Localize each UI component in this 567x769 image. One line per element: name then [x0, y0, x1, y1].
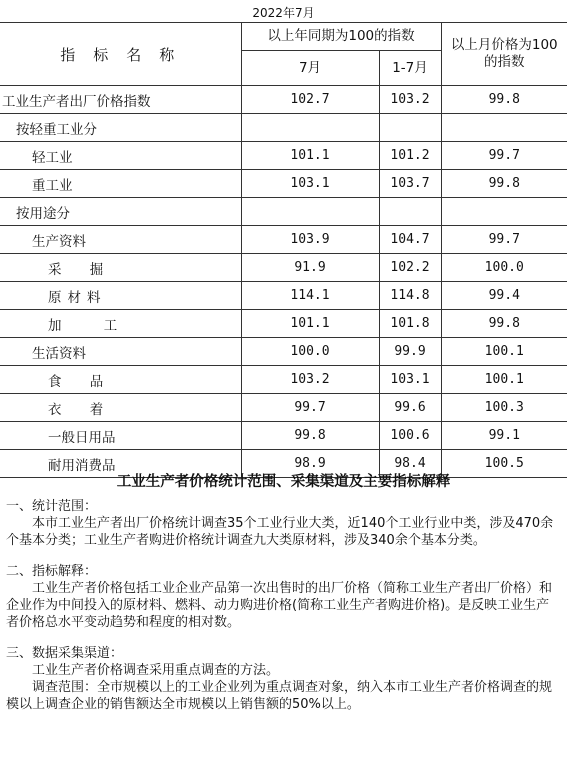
notes-body — [6, 498, 562, 713]
value-month: 101.1 — [241, 142, 379, 170]
value-cumulative: 103.1 — [379, 366, 441, 394]
table-row — [0, 254, 567, 282]
value-month: 100.0 — [241, 338, 379, 366]
value-month: 103.2 — [241, 366, 379, 394]
table-row — [0, 226, 567, 254]
value-cumulative: 98.4 — [379, 450, 441, 478]
row-label: 工业生产者出厂价格指数 — [0, 86, 241, 114]
table-row — [0, 198, 567, 226]
row-label: 生产资料 — [0, 226, 241, 254]
value-cumulative — [379, 114, 441, 142]
value-mom: 99.8 — [441, 86, 567, 114]
value-mom — [441, 114, 567, 142]
value-cumulative: 100.6 — [379, 422, 441, 450]
table-row — [0, 282, 567, 310]
table-row — [0, 394, 567, 422]
table-row — [0, 170, 567, 198]
value-cumulative: 102.2 — [379, 254, 441, 282]
header-cumulative: 1-7月 — [379, 51, 441, 86]
value-month: 103.9 — [241, 226, 379, 254]
value-mom: 99.8 — [441, 310, 567, 338]
scope-text: 本市工业生产者出厂价格统计调查35个工业行业大类，近140个工业行业中类，涉及470余个基本分类；工业生产者购进价格统计调查九大类原材料，涉及340余个基本分类。 — [6, 516, 554, 548]
value-month: 98.9 — [241, 450, 379, 478]
collection-heading: 三、数据采集渠道： — [6, 646, 124, 661]
row-label: 采 掘 — [0, 254, 241, 282]
row-label: 生活资料 — [0, 338, 241, 366]
value-month: 114.1 — [241, 282, 379, 310]
value-month: 102.7 — [241, 86, 379, 114]
definition-text: 工业生产者价格包括工业企业产品第一次出售时的出厂价格（简称工业生产者出厂价格）和企业作为中间投入的原材料、燃料、动力购进价格(简称工业生产者购进价格)。是反映工业生产者价格总水平变动趋势和程度的相对数。 — [6, 581, 553, 630]
value-mom: 100.5 — [441, 450, 567, 478]
table-row — [0, 114, 567, 142]
price-index-table — [0, 22, 567, 478]
value-mom: 99.8 — [441, 170, 567, 198]
row-label: 按用途分 — [0, 198, 241, 226]
value-cumulative: 103.7 — [379, 170, 441, 198]
header-month: 7月 — [241, 51, 379, 86]
value-month: 99.8 — [241, 422, 379, 450]
value-cumulative: 99.9 — [379, 338, 441, 366]
value-mom: 99.4 — [441, 282, 567, 310]
value-cumulative: 103.2 — [379, 86, 441, 114]
value-mom: 99.7 — [441, 142, 567, 170]
value-month: 101.1 — [241, 310, 379, 338]
notes-title: 工业生产者价格统计范围、采集渠道及主要指标解释 — [116, 474, 451, 490]
value-cumulative: 99.6 — [379, 394, 441, 422]
row-label: 加 工 — [0, 310, 241, 338]
value-month: 91.9 — [241, 254, 379, 282]
value-month — [241, 114, 379, 142]
table-row — [0, 86, 567, 114]
value-mom: 99.1 — [441, 422, 567, 450]
row-label: 按轻重工业分 — [0, 114, 241, 142]
collection-method-text: 工业生产者价格调查采用重点调查的方法。 — [32, 663, 280, 678]
value-month — [241, 198, 379, 226]
definition-heading: 二、指标解释： — [6, 564, 98, 579]
value-cumulative — [379, 198, 441, 226]
row-label: 一般日用品 — [0, 422, 241, 450]
header-indicator-name: 指标名称 — [0, 23, 241, 86]
value-mom: 100.1 — [441, 366, 567, 394]
value-month: 103.1 — [241, 170, 379, 198]
row-label: 轻工业 — [0, 142, 241, 170]
value-mom: 100.3 — [441, 394, 567, 422]
value-mom — [441, 198, 567, 226]
value-cumulative: 101.8 — [379, 310, 441, 338]
row-label: 耐用消费品 — [0, 450, 241, 478]
value-month: 99.7 — [241, 394, 379, 422]
table-row — [0, 338, 567, 366]
row-label: 食 品 — [0, 366, 241, 394]
header-yoy-group: 以上年同期为100的指数 — [241, 23, 441, 51]
table-row — [0, 366, 567, 394]
header-row-1 — [0, 23, 567, 51]
row-label: 衣 着 — [0, 394, 241, 422]
value-cumulative: 114.8 — [379, 282, 441, 310]
collection-scope-text: 调查范围：全市规模以上的工业企业列为重点调查对象，纳入本市工业生产者价格调查的规模以上调查企业的销售额达全市规模以上销售额的50%以上。 — [6, 680, 553, 712]
value-cumulative: 104.7 — [379, 226, 441, 254]
header-mom: 以上月价格为100的指数 — [441, 23, 567, 86]
value-mom: 100.0 — [441, 254, 567, 282]
value-mom: 99.7 — [441, 226, 567, 254]
value-mom: 100.1 — [441, 338, 567, 366]
row-label: 原材料 — [0, 282, 241, 310]
row-label: 重工业 — [0, 170, 241, 198]
table-row — [0, 142, 567, 170]
value-cumulative: 101.2 — [379, 142, 441, 170]
scope-heading: 一、统计范围： — [6, 499, 98, 514]
table-row — [0, 422, 567, 450]
table-row — [0, 310, 567, 338]
report-date: 2022年7月 — [252, 6, 315, 20]
